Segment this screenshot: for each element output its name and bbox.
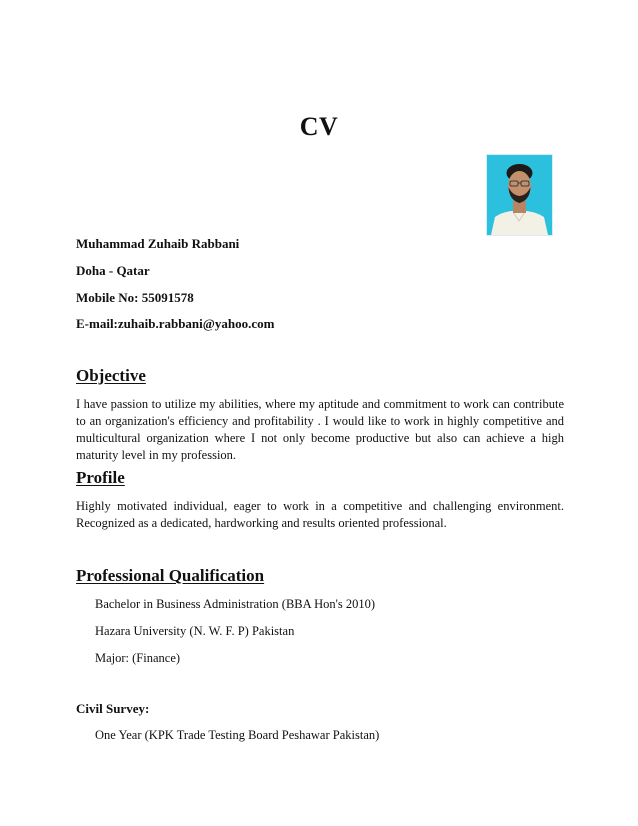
qualification-major: Major: (Finance) (95, 651, 181, 665)
document-title: CV (299, 112, 339, 141)
profile-text: Highly motivated individual, eager to work in a competitive and challenging environment. Recognized as a dedicated, hardworking and results oriented professional. (76, 499, 564, 530)
contact-mobile: Mobile No: 55091578 (76, 290, 194, 305)
qualification-heading: Professional Qualification (76, 566, 265, 585)
contact-name: Muhammad Zuhaib Rabbani (76, 236, 240, 251)
civil-survey-item: One Year (KPK Trade Testing Board Peshawar Pakistan) (95, 728, 380, 742)
qualification-university: Hazara University (N. W. F. P) Pakistan (95, 624, 295, 638)
qualification-degree: Bachelor in Business Administration (BBA Hon's 2010) (95, 597, 376, 611)
profile-heading: Profile (76, 468, 125, 487)
profile-photo (486, 154, 553, 236)
civil-survey-heading: Civil Survey: (76, 701, 150, 716)
contact-email: E-mail:zuhaib.rabbani@yahoo.com (76, 316, 275, 331)
objective-text: I have passion to utilize my abilities, where my aptitude and commitment to work can contribute to an organization's efficiency and profitability . I would like to work in highly competitive and multicultural organization where I not only become productive but also can achieve a high maturity level in my profession. (76, 397, 564, 462)
objective-heading: Objective (76, 366, 146, 385)
contact-location: Doha - Qatar (76, 263, 150, 278)
